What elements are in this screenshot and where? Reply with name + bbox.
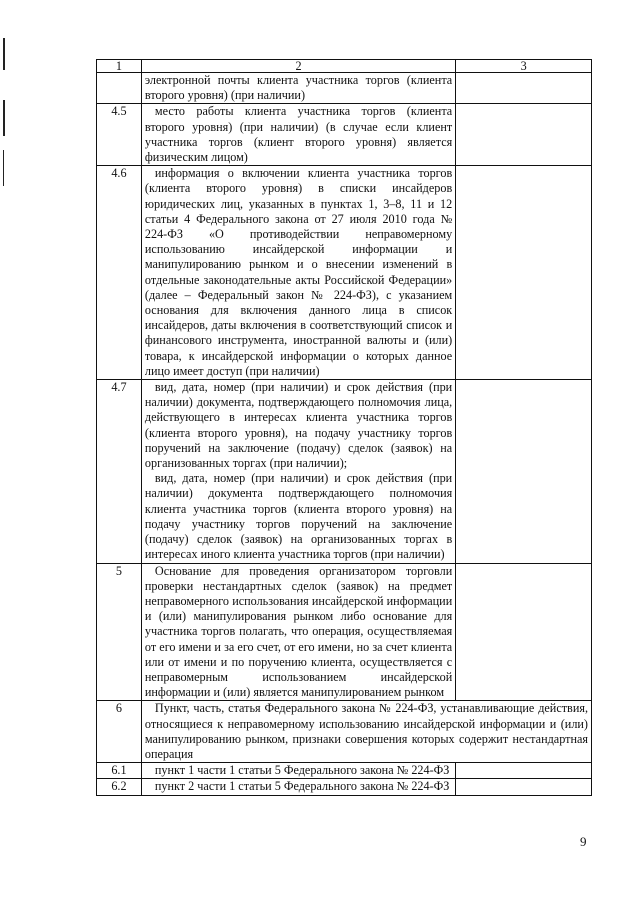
row-column-3	[456, 563, 592, 701]
column-header-1: 1	[97, 60, 142, 73]
column-header-3: 3	[456, 60, 592, 73]
row-text-paragraph: Основание для проведения организатором торговли проверки нестандартных сделок (заявок) на предмет неправомерного использования инсайдерской информации и (или) манипулирования рынком либо основание для участника торгов полагать, что операция, осуществляемая от его имени и за его счет, от его имени, но за счет клиента или от имени и по поручению клиента, осуществляется с неправомерным использованием инсайдерской информации и (или) является манипулированием рынком	[144, 563, 453, 700]
row-text-paragraph: информация о включении клиента участника торгов (клиента второго уровня) в списки инсайдеров юридических лиц, указанных в пунктах 1, 3–8, 11 и 12 статьи 4 Федерального закона от 27 июля 2010 года № 224-ФЗ «О противодействии неправомерному использованию инсайдерской информации и манипулированию рынком и о внесении изменений в отдельные законодательные акты Российской Федерации» (далее – Федеральный закон № 224-ФЗ), с указанием основания для включения данного лица в список инсайдеров, даты включения в соответствующий список и финансового инструмента, иностранной валюты и (или) товара, к инсайдерской информации о которых данное лицо имеет доступ (при наличии)	[144, 166, 453, 378]
row-column-3	[456, 166, 592, 380]
row-column-3	[456, 763, 592, 779]
table-row	[97, 380, 592, 563]
row-number: 6.2	[97, 779, 142, 795]
scan-edge-mark-middle	[3, 100, 5, 136]
table-row	[97, 563, 592, 701]
table-header-row	[97, 60, 592, 73]
row-number: 6	[97, 701, 142, 763]
row-description	[141, 104, 455, 166]
row-description	[141, 380, 455, 563]
table-body	[97, 73, 592, 796]
row-description	[141, 563, 455, 701]
row-text-paragraph: вид, дата, номер (при наличии) и срок действия (при наличии) документа подтверждающего полномочия клиента участника торгов (клиента второго уровня) на подачу участнику торгов поручений на заключение (подачу) сделок (заявок) на организованных торгах в интересах иного клиента участника торгов (при наличии)	[144, 471, 453, 562]
row-column-3	[456, 73, 592, 104]
row-number: 6.1	[97, 763, 142, 779]
table-row	[97, 763, 592, 779]
row-text-paragraph: пункт 1 части 1 статьи 5 Федерального закона № 224-ФЗ	[154, 763, 450, 778]
row-number: 4.7	[97, 380, 142, 563]
table-row	[97, 166, 592, 380]
table-row	[97, 779, 592, 795]
row-text-paragraph: Пункт, часть, статья Федерального закона № 224-ФЗ, устанавливающие действия, относящиеся к неправомерному использованию инсайдерской информации и (или) манипулированию рынком, признаки совершения которых содержит нестандартная операция	[144, 701, 588, 761]
row-text-paragraph: место работы клиента участника торгов (клиента второго уровня) (при наличии) (в случае если клиент участника торгов (клиент второго уровня) является физическим лицом)	[144, 104, 453, 165]
row-number: 4.6	[97, 166, 142, 380]
row-text-paragraph: электронной почты клиента участника торгов (клиента второго уровня) (при наличии)	[144, 73, 453, 103]
row-description	[141, 779, 455, 795]
row-number: 5	[97, 563, 142, 701]
scan-edge-mark-top	[3, 38, 5, 70]
table-row	[97, 701, 592, 763]
row-description	[141, 763, 455, 779]
row-column-3	[456, 104, 592, 166]
row-description	[141, 166, 455, 380]
table-row	[97, 73, 592, 104]
row-column-3	[456, 779, 592, 795]
page-number: 9	[580, 834, 587, 849]
row-number	[97, 73, 142, 104]
row-description	[141, 73, 455, 104]
row-column-3	[456, 380, 592, 563]
column-header-2: 2	[141, 60, 455, 73]
table-row	[97, 104, 592, 166]
row-number: 4.5	[97, 104, 142, 166]
scan-edge-mark-small	[3, 150, 4, 186]
row-description	[141, 701, 591, 763]
row-text-paragraph: пункт 2 части 1 статьи 5 Федерального закона № 224-ФЗ	[154, 779, 450, 794]
row-text-paragraph: вид, дата, номер (при наличии) и срок действия (при наличии) документа, подтверждающего полномочия лица, действующего в интересах клиента участника торгов (клиента второго уровня), на подачу участнику торгов поручений на заключение (подачу) сделок (заявок) на организованных торгах (при наличии);	[144, 380, 453, 471]
document-table	[96, 59, 592, 796]
